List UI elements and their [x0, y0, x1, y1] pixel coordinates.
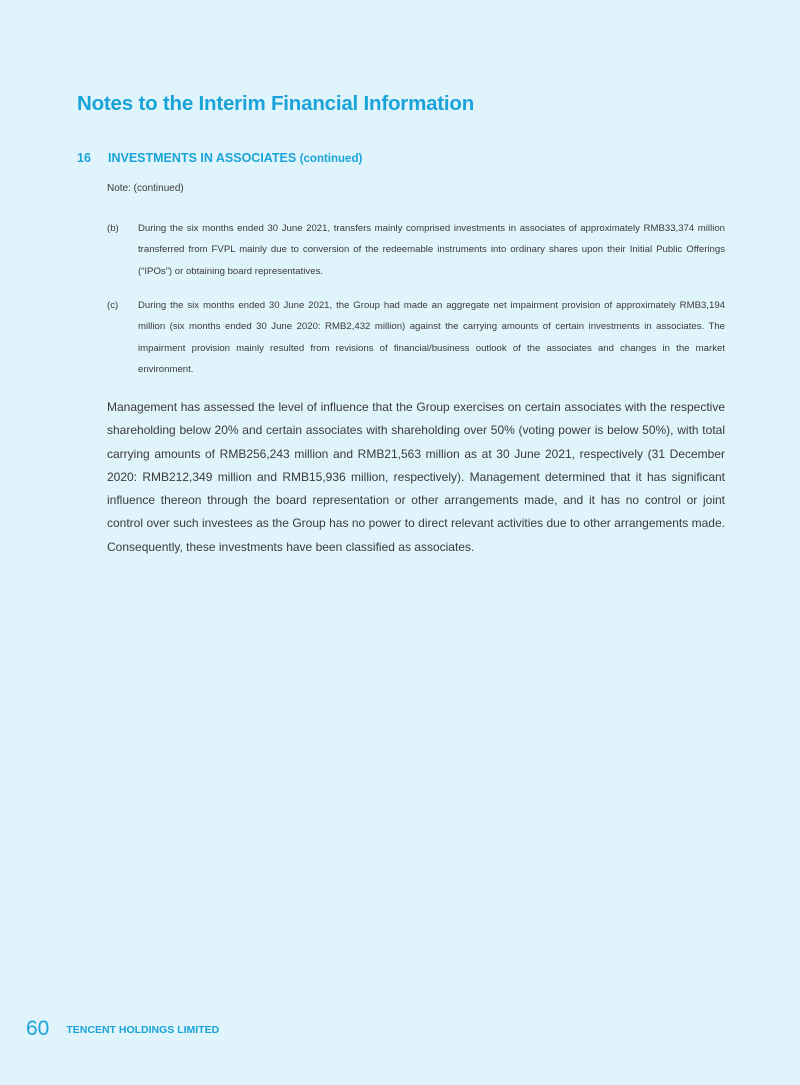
section-continued-label: (continued) [299, 153, 363, 165]
page-footer [26, 1017, 219, 1041]
section-heading [77, 151, 362, 165]
note-marker: (c) [107, 300, 119, 311]
company-name: TENCENT HOLDINGS LIMITED [66, 1024, 220, 1036]
section-title: INVESTMENTS IN ASSOCIATES [108, 151, 297, 165]
page-title: Notes to the Interim Financial Information [77, 92, 475, 115]
note-marker: (b) [107, 223, 119, 234]
note-item-b [107, 218, 725, 282]
note-text: During the six months ended 30 June 2021, transfers mainly comprised investments in associates of approximately RMB33,374 million transferred from FVPL mainly due to conversion of the redeemable instruments into ordinary shares upon their Initial Public Offerings (“IPOs”) or obtaining board representatives. [138, 223, 725, 277]
note-item-c [107, 295, 725, 380]
note-text: During the six months ended 30 June 2021, the Group had made an aggregate net impairment provision of approximately RMB3,194 million (six months ended 30 June 2020: RMB2,432 million) against the carrying amounts of certain investments in associates. The impairment provision mainly resulted from revisions of financial/business outlook of the associates and changes in the market environment. [138, 300, 725, 375]
page-number: 60 [26, 1017, 50, 1040]
body-paragraph: Management has assessed the level of influence that the Group exercises on certain associates with the respective shareholding below 20% and certain associates with shareholding over 50% (voting power is below 50%), with total carrying amounts of RMB256,243 million and RMB21,563 million as at 30 June 2021, respectively (31 December 2020: RMB212,349 million and RMB15,936 million, respectively). Management determined that it has significant influence thereon through the board representation or other arrangements made, and it has no control or joint control over such investees as the Group has no power to direct relevant activities due to other arrangements made. Consequently, these investments have been classified as associates. [107, 400, 725, 554]
section-number: 16 [77, 151, 91, 165]
note-label: Note: (continued) [107, 183, 184, 194]
